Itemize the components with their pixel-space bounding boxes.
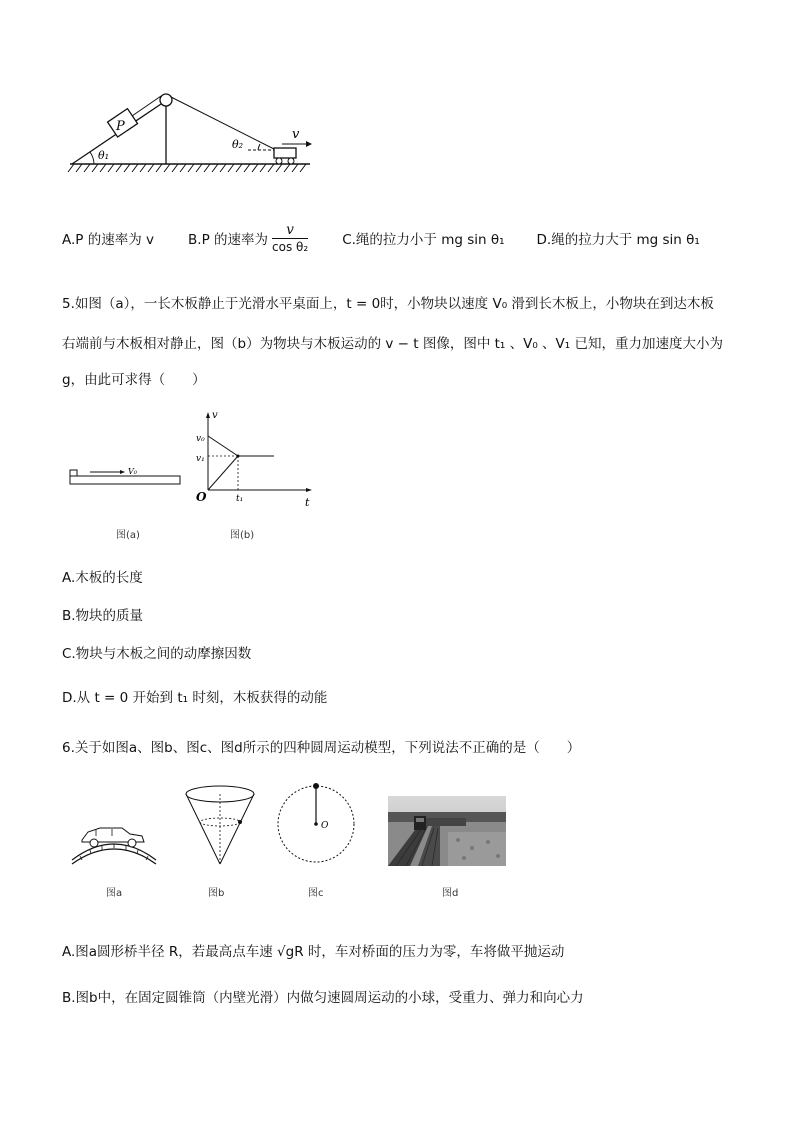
- q4-option-c: C.绳的拉力小于 mg sin θ₁: [342, 232, 505, 248]
- v0-label: V₀: [128, 467, 137, 476]
- vt-graph: [190, 410, 320, 510]
- pulley: [160, 94, 172, 106]
- v1-tick-label: v₁: [196, 454, 205, 464]
- v0-tick-label: v₀: [196, 434, 205, 444]
- origin-label: O: [196, 490, 207, 504]
- q4-option-a: A.P 的速率为 v: [62, 232, 155, 248]
- fraction-numerator: v: [272, 222, 308, 239]
- cart: [274, 148, 296, 158]
- theta1-label: θ₁: [98, 149, 110, 162]
- velocity-label: v: [292, 127, 300, 142]
- q4-option-d: D.绳的拉力大于 mg sin θ₁: [536, 232, 700, 248]
- q5-option-a: A.木板的长度: [62, 570, 143, 586]
- fig-d6-caption: 图d: [442, 888, 459, 899]
- q5-stem-line-2: 右端前与木板相对静止，图（b）为物块与木板运动的 v − t 图像，图中 t₁ 、V₀ 、V₁ 已知，重力加速度大小为: [62, 336, 723, 352]
- fig-a6-caption: 图a: [106, 888, 123, 899]
- theta2-label: θ₂: [232, 138, 244, 151]
- block-velocity-line: [208, 436, 238, 456]
- q4-options: [62, 220, 700, 256]
- board-velocity-line: [208, 456, 238, 490]
- fig-c6-caption: 图c: [308, 888, 324, 899]
- q6-option-a: A.图a圆形桥半径 R，若最高点车速 √gR 时，车对桥面的压力为零，车将做平抛运动: [62, 944, 565, 960]
- ball: [238, 820, 242, 824]
- fig-b6-caption: 图b: [208, 888, 225, 899]
- q4-option-b-fraction: [272, 222, 308, 255]
- ground-hatching: [68, 164, 306, 172]
- long-board: [70, 476, 180, 484]
- block-p-label: P: [116, 119, 125, 134]
- fig-a-caption: 图(a): [116, 530, 140, 541]
- q5-stem-line-1: 5.如图（a），一长木板静止于光滑水平桌面上，t = 0时，小物块以速度 V₀ 滑到长木板上，小物块在到达木板: [62, 296, 714, 312]
- train-photo: [388, 796, 506, 866]
- axis-v-label: v: [212, 410, 218, 421]
- cone-figure: [180, 780, 260, 870]
- fraction-denominator: cos θ₂: [272, 239, 309, 254]
- q5-option-c: C.物块与木板之间的动摩擦因数: [62, 646, 252, 662]
- ball-top: [313, 783, 319, 789]
- car-bridge-figure: [66, 816, 162, 866]
- axis-t-label: t: [305, 496, 310, 509]
- pulley-figure: [62, 86, 322, 178]
- vertical-circle-figure: [274, 778, 358, 868]
- small-block: [70, 470, 77, 476]
- q4-option-b-prefix: B.P 的速率为: [188, 232, 269, 248]
- center-o-label: O: [321, 821, 329, 831]
- fig-b-caption: 图(b): [230, 530, 255, 541]
- q5-option-d: D.从 t = 0 开始到 t₁ 时刻，木板获得的动能: [62, 690, 328, 706]
- q5-option-b: B.物块的质量: [62, 608, 144, 624]
- q4-option-b: [188, 222, 312, 255]
- q6-stem: 6.关于如图a、图b、图c、图d所示的四种圆周运动模型，下列说法不正确的是（ ）: [62, 740, 581, 756]
- rope: [171, 97, 276, 150]
- t1-tick-label: t₁: [236, 494, 244, 504]
- q5-stem-line-3: g，由此可求得（ ）: [62, 372, 206, 388]
- q6-option-b: B.图b中，在固定圆锥筒（内壁光滑）内做匀速圆周运动的小球，受重力、弹力和向心力: [62, 990, 584, 1006]
- board-figure: [66, 462, 186, 494]
